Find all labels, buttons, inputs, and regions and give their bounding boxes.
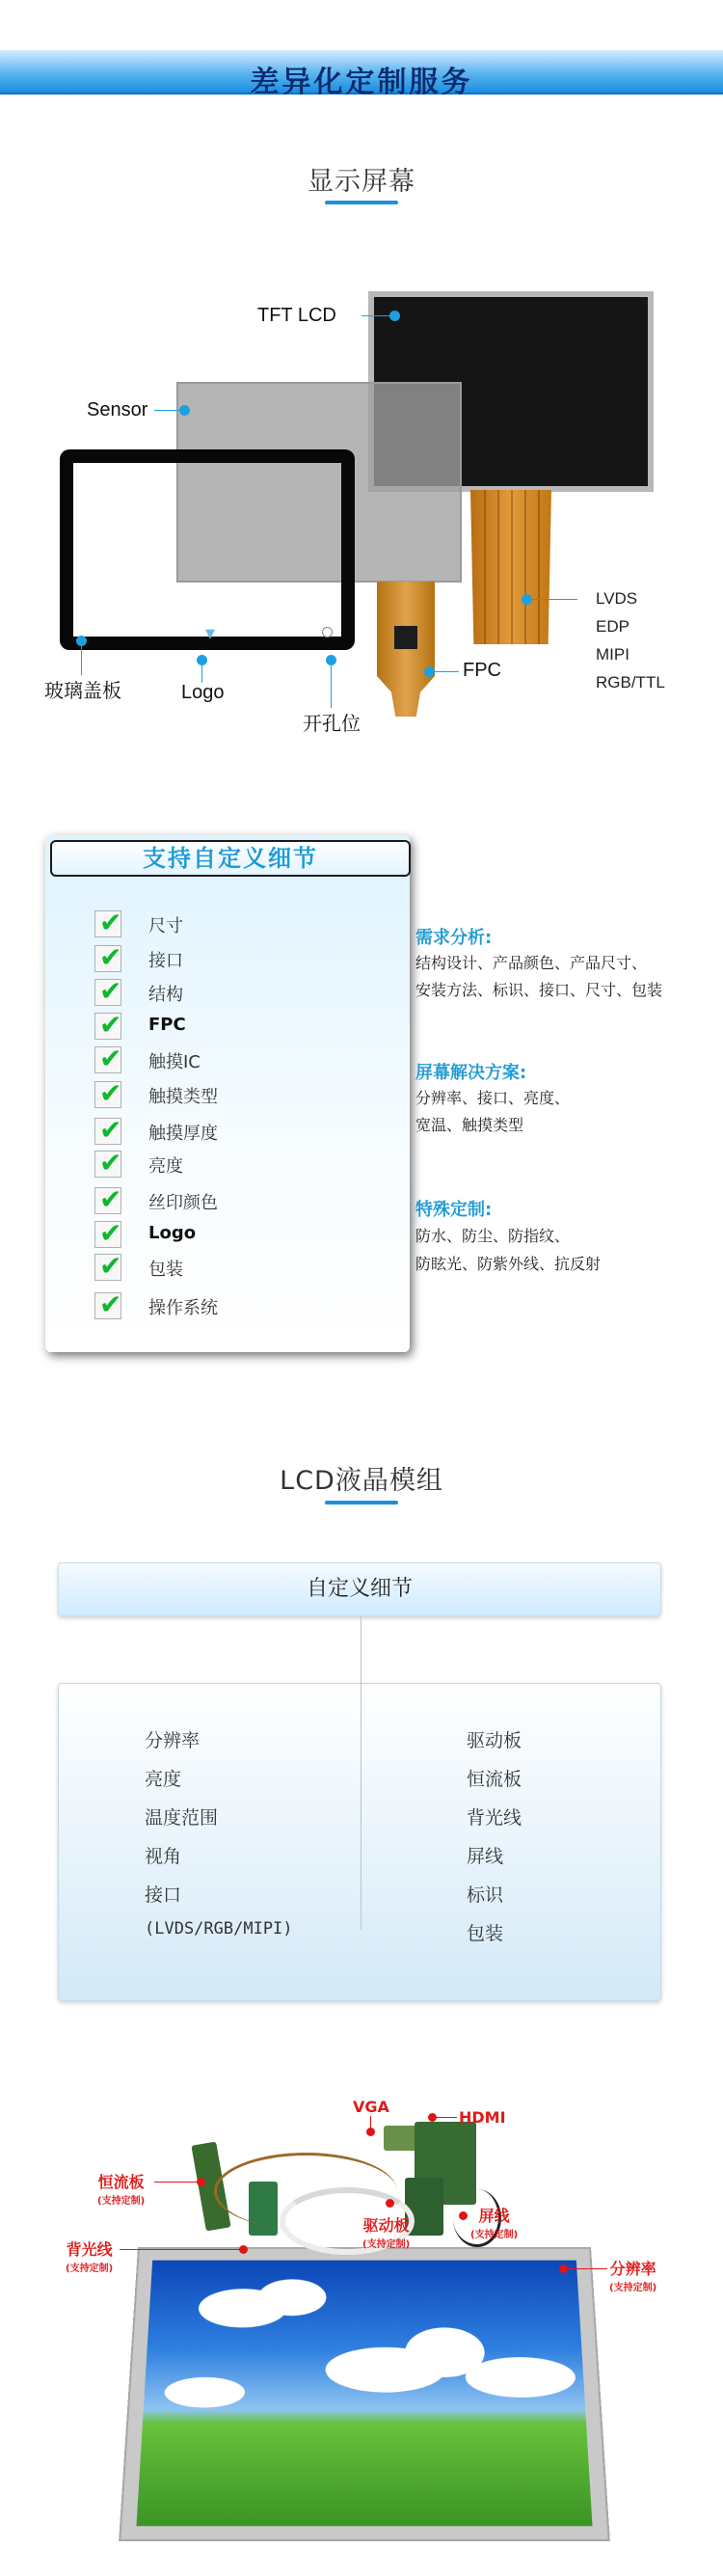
display-title-underline [325,201,398,204]
note-line: 防眩光、防紫外线、抗反射 [415,1255,602,1273]
interface-list [596,584,665,696]
glass-callout-dot [76,636,87,646]
interface-item: MIPI [596,645,629,664]
lcd-left-item: 视角 [145,1846,182,1867]
backlight-dot [239,2245,248,2254]
lcd-left-item: (LVDS/RGB/MIPI) [145,1919,293,1939]
tft-callout-dot [389,311,400,321]
resolution-dot [559,2264,568,2273]
interface-item: RGB/TTL [596,673,665,691]
label-logo: Logo [181,682,225,703]
detail-item-label: Logo [148,1223,197,1243]
touch-fpc-cable [377,582,435,717]
details-header: 支持自定义细节 [50,840,411,877]
lcd-title-underline [325,1501,398,1505]
label-tft-lcd: TFT LCD [257,305,336,326]
detail-item-label: 触摸厚度 [148,1124,218,1144]
checkmark-icon: ✔ [94,1292,121,1319]
detail-item-label: 尺寸 [148,916,183,936]
checkmark-icon: ✔ [94,1046,121,1073]
lcd-right-item: 包装 [467,1923,504,1944]
checkmark-icon: ✔ [94,1013,121,1040]
label-sensor: Sensor [87,399,148,420]
interface-item: LVDS [596,589,638,608]
checkmark-icon: ✔ [94,1187,121,1214]
glass-callout-line [81,646,82,675]
note-heading: 屏幕解决方案: [415,1063,527,1083]
checkmark-icon: ✔ [94,945,121,972]
checkmark-icon: ✔ [94,1221,121,1248]
banner-title: 差异化定制服务 [250,66,473,99]
detail-item-label: 触摸IC [148,1052,201,1072]
hole-callout-dot [326,655,336,665]
checkmark-icon: ✔ [94,979,121,1006]
lcd-right-item: 标识 [467,1885,504,1906]
note-line: 结构设计、产品颜色、产品尺寸、 [415,954,648,972]
label-resolution: 分辨率 (支持定制) [609,2260,657,2293]
label-constant-current: 恒流板 (支持定制) [97,2173,146,2207]
lcd-right-item: 屏线 [467,1846,504,1867]
note-line: 宽温、触摸类型 [415,1116,524,1134]
vga-dot [366,2128,375,2136]
interface-item: EDP [596,617,629,636]
checkmark-icon: ✔ [94,1081,121,1108]
interface-callout-line [531,599,577,600]
note-line: 防水、防尘、防指纹、 [415,1227,571,1245]
main-fpc-cable [470,490,551,644]
lcd-left-item: 温度范围 [145,1807,219,1829]
hole-dot [322,627,333,637]
lcd-divider [361,1616,362,1930]
checkmark-icon: ✔ [94,1118,121,1145]
display-section-title: 显示屏幕 [308,167,415,197]
lcd-left-item: 接口 [145,1885,182,1906]
constant-current-dot [197,2178,205,2186]
tft-callout-line [362,315,392,316]
top-banner [0,50,723,99]
screen-landscape-image [136,2261,592,2527]
label-hdmi: HDMI [459,2108,506,2127]
lcd-detail-bar: 自定义细节 [58,1562,661,1616]
lcd-right-item: 恒流板 [467,1769,522,1790]
detail-item-label: 包装 [148,1260,183,1280]
label-hole: 开孔位 [303,712,361,735]
note-line: 分辨率、接口、亮度、 [415,1089,571,1107]
sensor-callout-dot [179,405,190,416]
note-heading: 特殊定制: [415,1200,493,1220]
hole-callout-line [331,665,332,708]
logo-mark-icon: ▼ [205,627,215,641]
label-vga: VGA [353,2098,389,2116]
lcd-left-item: 分辨率 [145,1730,201,1751]
label-screen-cable: 屏线 (支持定制) [470,2207,519,2240]
lcd-left-item: 亮度 [145,1769,182,1790]
lcd-right-item: 背光线 [467,1807,522,1829]
screen-cable-dot [459,2211,468,2220]
label-backlight-cable: 背光线 (支持定制) [66,2240,114,2274]
logo-callout-line [201,665,202,683]
lcd-right-item: 驱动板 [467,1730,522,1751]
detail-item-label: FPC [148,1015,186,1035]
checkmark-icon: ✔ [94,1254,121,1281]
checkmark-icon: ✔ [94,910,121,937]
detail-item-label: 丝印颜色 [148,1193,218,1213]
label-cover-glass: 玻璃盖板 [44,679,121,702]
checkmark-icon: ✔ [94,1151,121,1178]
hdmi-dot [428,2113,437,2122]
label-driver-board: 驱动板 (支持定制) [362,2216,411,2250]
cover-glass [60,449,355,650]
note-heading: 需求分析: [415,928,493,948]
logo-callout-dot [197,655,207,665]
lcd-section-title: LCD液晶模组 [280,1466,443,1496]
note-line: 安装方法、标识、接口、尺寸、包装 [415,981,663,999]
detail-item-label: 亮度 [148,1156,183,1177]
driver-board-dot [386,2199,394,2208]
detail-item-label: 触摸类型 [148,1087,218,1107]
lcd-module-photo [119,2247,610,2541]
fpc-callout-line [434,671,459,672]
detail-item-label: 接口 [148,951,183,971]
label-fpc: FPC [463,660,501,681]
detail-item-label: 结构 [148,985,183,1005]
detail-item-label: 操作系统 [148,1298,218,1318]
